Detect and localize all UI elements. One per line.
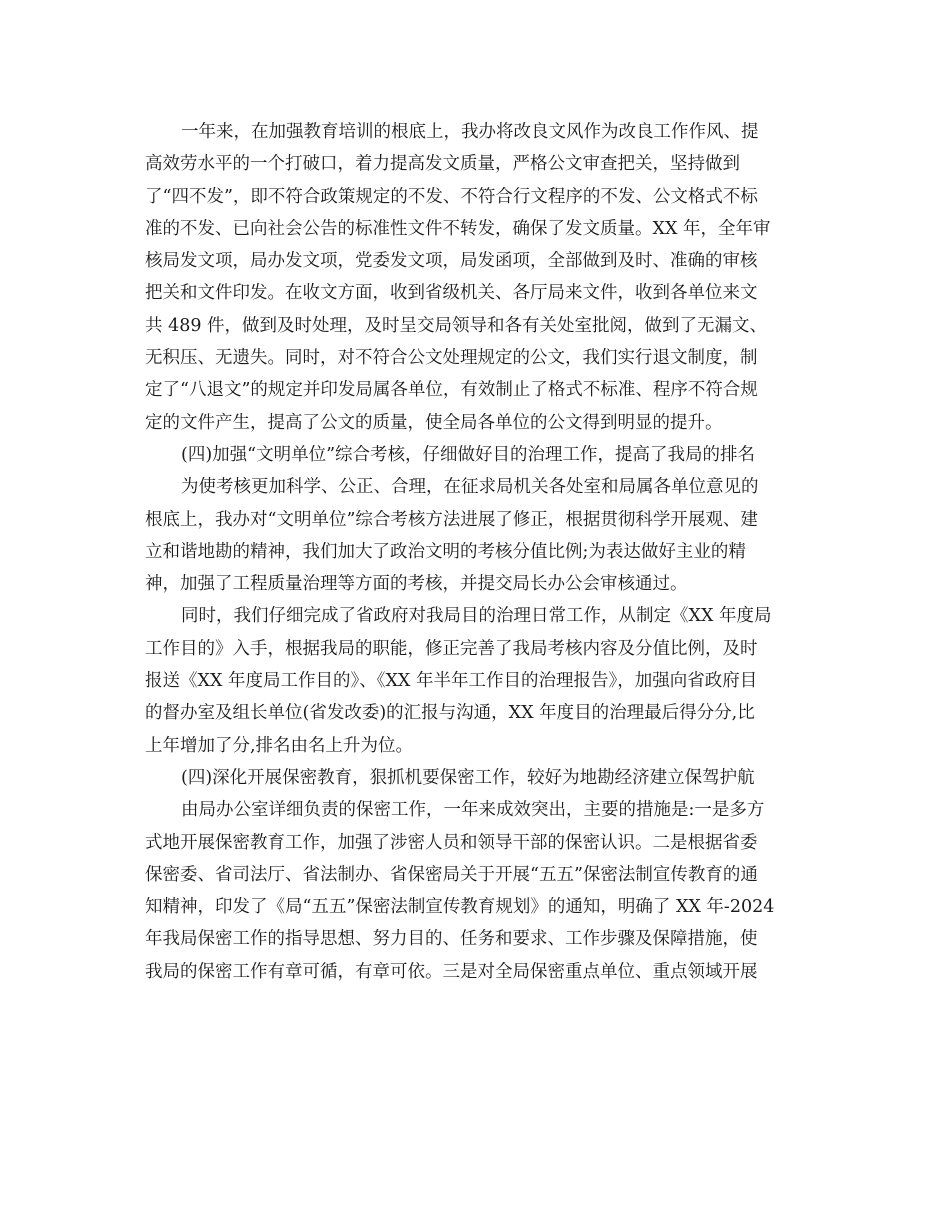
paragraph-line: 神，加强了工程质量治理等方面的考核，并提交局长办公会审核通过。 — [145, 574, 688, 595]
document-body — [145, 116, 805, 988]
paragraph-line: 报送《XX 年度局工作目的》、《XX 年半年工作目的治理报告》，加强向省政府目 — [145, 671, 758, 692]
paragraph-line: 根底上，我办对“文明单位”综合考核方法进展了修正，根据贯彻科学开展观、建 — [145, 509, 758, 530]
section-heading: (四)深化开展保密教育，狠抓机要保密工作，较好为地勘经济建立保驾护航 — [181, 767, 755, 788]
paragraph-line: 一年来，在加强教育培训的根底上，我办将改良文风作为改良工作作风、提 — [181, 122, 759, 142]
paragraph-line: 由局办公室详细负责的保密工作，一年来成效突出，主要的措施是:一是多方 — [181, 800, 765, 821]
paragraph-line: 立和谐地勘的精神，我们加大了政治文明的考核分值比例;为表达做好主业的精 — [145, 541, 746, 562]
paragraph-line: 准的不发、已向社会公告的标准性文件不转发，确保了发文质量。XX 年，全年审 — [145, 218, 771, 239]
paragraph-line: 同时，我们仔细完成了省政府对我局目的治理日常工作，从制定《XX 年度局 — [181, 606, 772, 627]
paragraph-line: 知精神，印发了《局“五五”保密法制宣传教育规划》的通知，明确了 XX 年-2024 — [145, 897, 775, 918]
paragraph-line: 上年增加了分,排名由名上升为位。 — [145, 735, 414, 756]
paragraph-line: 定了“八退文”的规定并印发局属各单位，有效制止了格式不标准、程序不符合规 — [145, 380, 758, 401]
paragraph-line: 的督办室及组长单位(省发改委)的汇报与沟通，XX 年度目的治理最后得分分,比 — [145, 703, 755, 724]
paragraph-line: 式地开展保密教育工作，加强了涉密人员和领导干部的保密认识。二是根据省委 — [145, 832, 758, 853]
paragraph-line: 定的文件产生，提高了公文的质量，使全局各单位的公文得到明显的提升。 — [145, 412, 723, 433]
paragraph-line: 无积压、无遗失。同时，对不符合公文处理规定的公文，我们实行退文制度，制 — [145, 348, 758, 369]
paragraph-line: 高效劳水平的一个打破口，着力提高发文质量，严格公文审查把关，坚持做到 — [145, 154, 740, 175]
paragraph-line: 核局发文项，局办发文项，党委发文项，局发函项，全部做到及时、准确的审核 — [145, 251, 758, 272]
paragraph-line: 工作目的》入手，根据我局的职能，修正完善了我局考核内容及分值比例，及时 — [145, 638, 758, 659]
paragraph-line: 了“四不发”，即不符合政策规定的不发、不符合行文程序的不发、公文格式不标 — [145, 186, 758, 207]
paragraph-line: 年我局保密工作的指导思想、努力目的、任务和要求、工作步骤及保障措施，使 — [145, 929, 758, 950]
section-heading: (四)加强“文明单位”综合考核，仔细做好目的治理工作，提高了我局的排名 — [181, 444, 756, 465]
paragraph-line: 为使考核更加科学、公正、合理，在征求局机关各处室和局属各单位意见的 — [181, 477, 759, 498]
paragraph-line: 我局的保密工作有章可循，有章可依。三是对全局保密重点单位、重点领域开展 — [145, 961, 758, 982]
paragraph-line: 保密委、省司法厅、省法制办、省保密局关于开展“五五”保密法制宣传教育的通 — [145, 864, 758, 885]
paragraph-line: 共 489 件，做到及时处理，及时呈交局领导和各有关处室批阅，做到了无漏文、 — [145, 315, 768, 336]
paragraph-line: 把关和文件印发。在收文方面，收到省级机关、各厅局来文件，收到各单位来文 — [145, 283, 758, 304]
